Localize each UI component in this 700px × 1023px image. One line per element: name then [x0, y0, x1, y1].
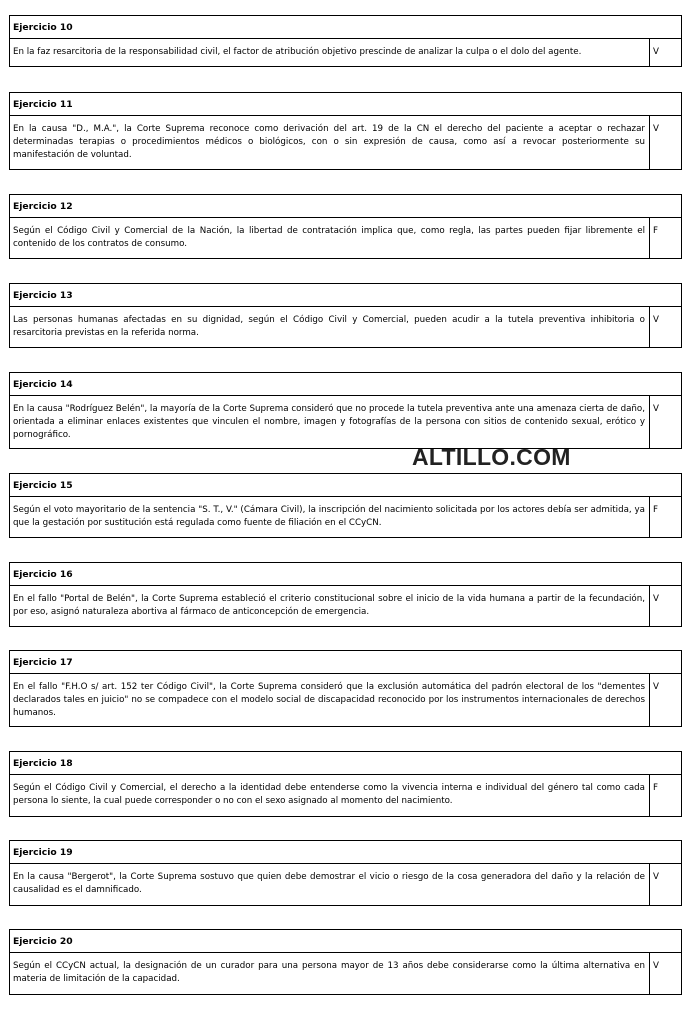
exercise-statement: Según el Código Civil y Comercial, el derecho a la identidad debe entenderse como la vivencia interna e individual del género tal como cada persona lo siente, la cual puede corresponder o no con el sexo asignado al momento del nacimiento. — [10, 775, 650, 816]
exercise-title: Ejercicio 14 — [10, 373, 681, 396]
exercise-table — [9, 650, 682, 727]
exercise-row — [10, 674, 681, 726]
exercise-row — [10, 307, 681, 347]
exercise-row — [10, 497, 681, 537]
exercise-row — [10, 396, 681, 448]
exercise-statement: En el fallo "Portal de Belén", la Corte Suprema estableció el criterio constitucional sobre el inicio de la vida humana a partir de la fecundación, por eso, asignó naturaleza abortiva al fármaco de anticoncepción de emergencia. — [10, 586, 650, 626]
exercise-title: Ejercicio 10 — [10, 16, 681, 39]
exercise-row — [10, 39, 681, 66]
exercise-answer: V — [653, 682, 659, 692]
exercise-statement: En la faz resarcitoria de la responsabilidad civil, el factor de atribución objetivo prescinde de analizar la culpa o el dolo del agente. — [10, 39, 650, 66]
exercise-title: Ejercicio 18 — [10, 752, 681, 775]
exercise-title: Ejercicio 19 — [10, 841, 681, 864]
exercise-statement: En el fallo "F.H.O s/ art. 152 ter Código Civil", la Corte Suprema consideró que la exclusión automática del padrón electoral de los "dementes declarados tales en juicio" no se compadece con el modelo social de discapacidad reconocido por los instrumentos internacionales de derechos humanos. — [10, 674, 650, 726]
exercise-answer: F — [653, 226, 658, 236]
exercise-title: Ejercicio 20 — [10, 930, 681, 953]
exercise-table — [9, 15, 682, 67]
exercise-statement: Según el CCyCN actual, la designación de un curador para una persona mayor de 13 años debe considerarse como la última alternativa en materia de limitación de la capacidad. — [10, 953, 650, 994]
exercise-title: Ejercicio 11 — [10, 93, 681, 116]
exercise-title: Ejercicio 17 — [10, 651, 681, 674]
exercise-statement: Según el Código Civil y Comercial de la Nación, la libertad de contratación implica que, como regla, las partes pueden fijar libremente el contenido de los contratos de consumo. — [10, 218, 650, 258]
exercise-row — [10, 116, 681, 169]
exercise-answer: V — [653, 124, 659, 134]
exercise-row — [10, 864, 681, 905]
exercise-statement: En la causa "D., M.A.", la Corte Suprema reconoce como derivación del art. 19 de la CN el derecho del paciente a aceptar o rechazar determinadas terapias o procedimientos médicos o biológicos, con o sin expresión de causa, como así a revocar posteriormente su manifestación de voluntad. — [10, 116, 650, 169]
exercise-title: Ejercicio 16 — [10, 563, 681, 586]
exercise-table — [9, 92, 682, 170]
exercise-row — [10, 775, 681, 816]
exercise-table — [9, 751, 682, 817]
exercise-title: Ejercicio 13 — [10, 284, 681, 307]
exercise-row — [10, 586, 681, 626]
exercise-row — [10, 953, 681, 994]
exercise-statement: Las personas humanas afectadas en su dignidad, según el Código Civil y Comercial, pueden acudir a la tutela preventiva inhibitoria o resarcitoria previstas en la referida norma. — [10, 307, 650, 347]
exercise-answer: V — [653, 404, 659, 414]
exercise-table — [9, 372, 682, 449]
exercise-title: Ejercicio 12 — [10, 195, 681, 218]
exercise-answer: V — [653, 594, 659, 604]
exercise-answer: V — [653, 315, 659, 325]
exercise-table — [9, 283, 682, 348]
exercise-answer: F — [653, 783, 658, 793]
exercise-statement: En la causa "Bergerot", la Corte Suprema sostuvo que quien debe demostrar el vicio o riesgo de la cosa generadora del daño y la relación de causalidad es el damnificado. — [10, 864, 650, 905]
exercise-answer: F — [653, 505, 658, 515]
watermark-text: ALTILLO.COM — [412, 444, 571, 470]
exercise-row — [10, 218, 681, 258]
exercise-answer: V — [653, 961, 659, 971]
exercise-statement: Según el voto mayoritario de la sentencia "S. T., V." (Cámara Civil), la inscripción del nacimiento solicitada por los actores debía ser admitida, ya que la gestación por sustitución está regulada como fuente de filiación en el CCyCN. — [10, 497, 650, 537]
exercise-table — [9, 929, 682, 995]
exercise-table — [9, 194, 682, 259]
exercise-statement: En la causa "Rodríguez Belén", la mayoría de la Corte Suprema consideró que no procede la tutela preventiva ante una amenaza cierta de daño, orientada a eliminar enlaces existentes que vinculen el nombre, imagen y fotografías de la persona con sitios de contenido sexual, erótico y pornográfico. — [10, 396, 650, 448]
exercise-table — [9, 840, 682, 906]
exercise-title: Ejercicio 15 — [10, 474, 681, 497]
exercise-table — [9, 562, 682, 627]
exercise-table — [9, 473, 682, 538]
exercise-answer: V — [653, 872, 659, 882]
exercise-answer: V — [653, 47, 659, 57]
